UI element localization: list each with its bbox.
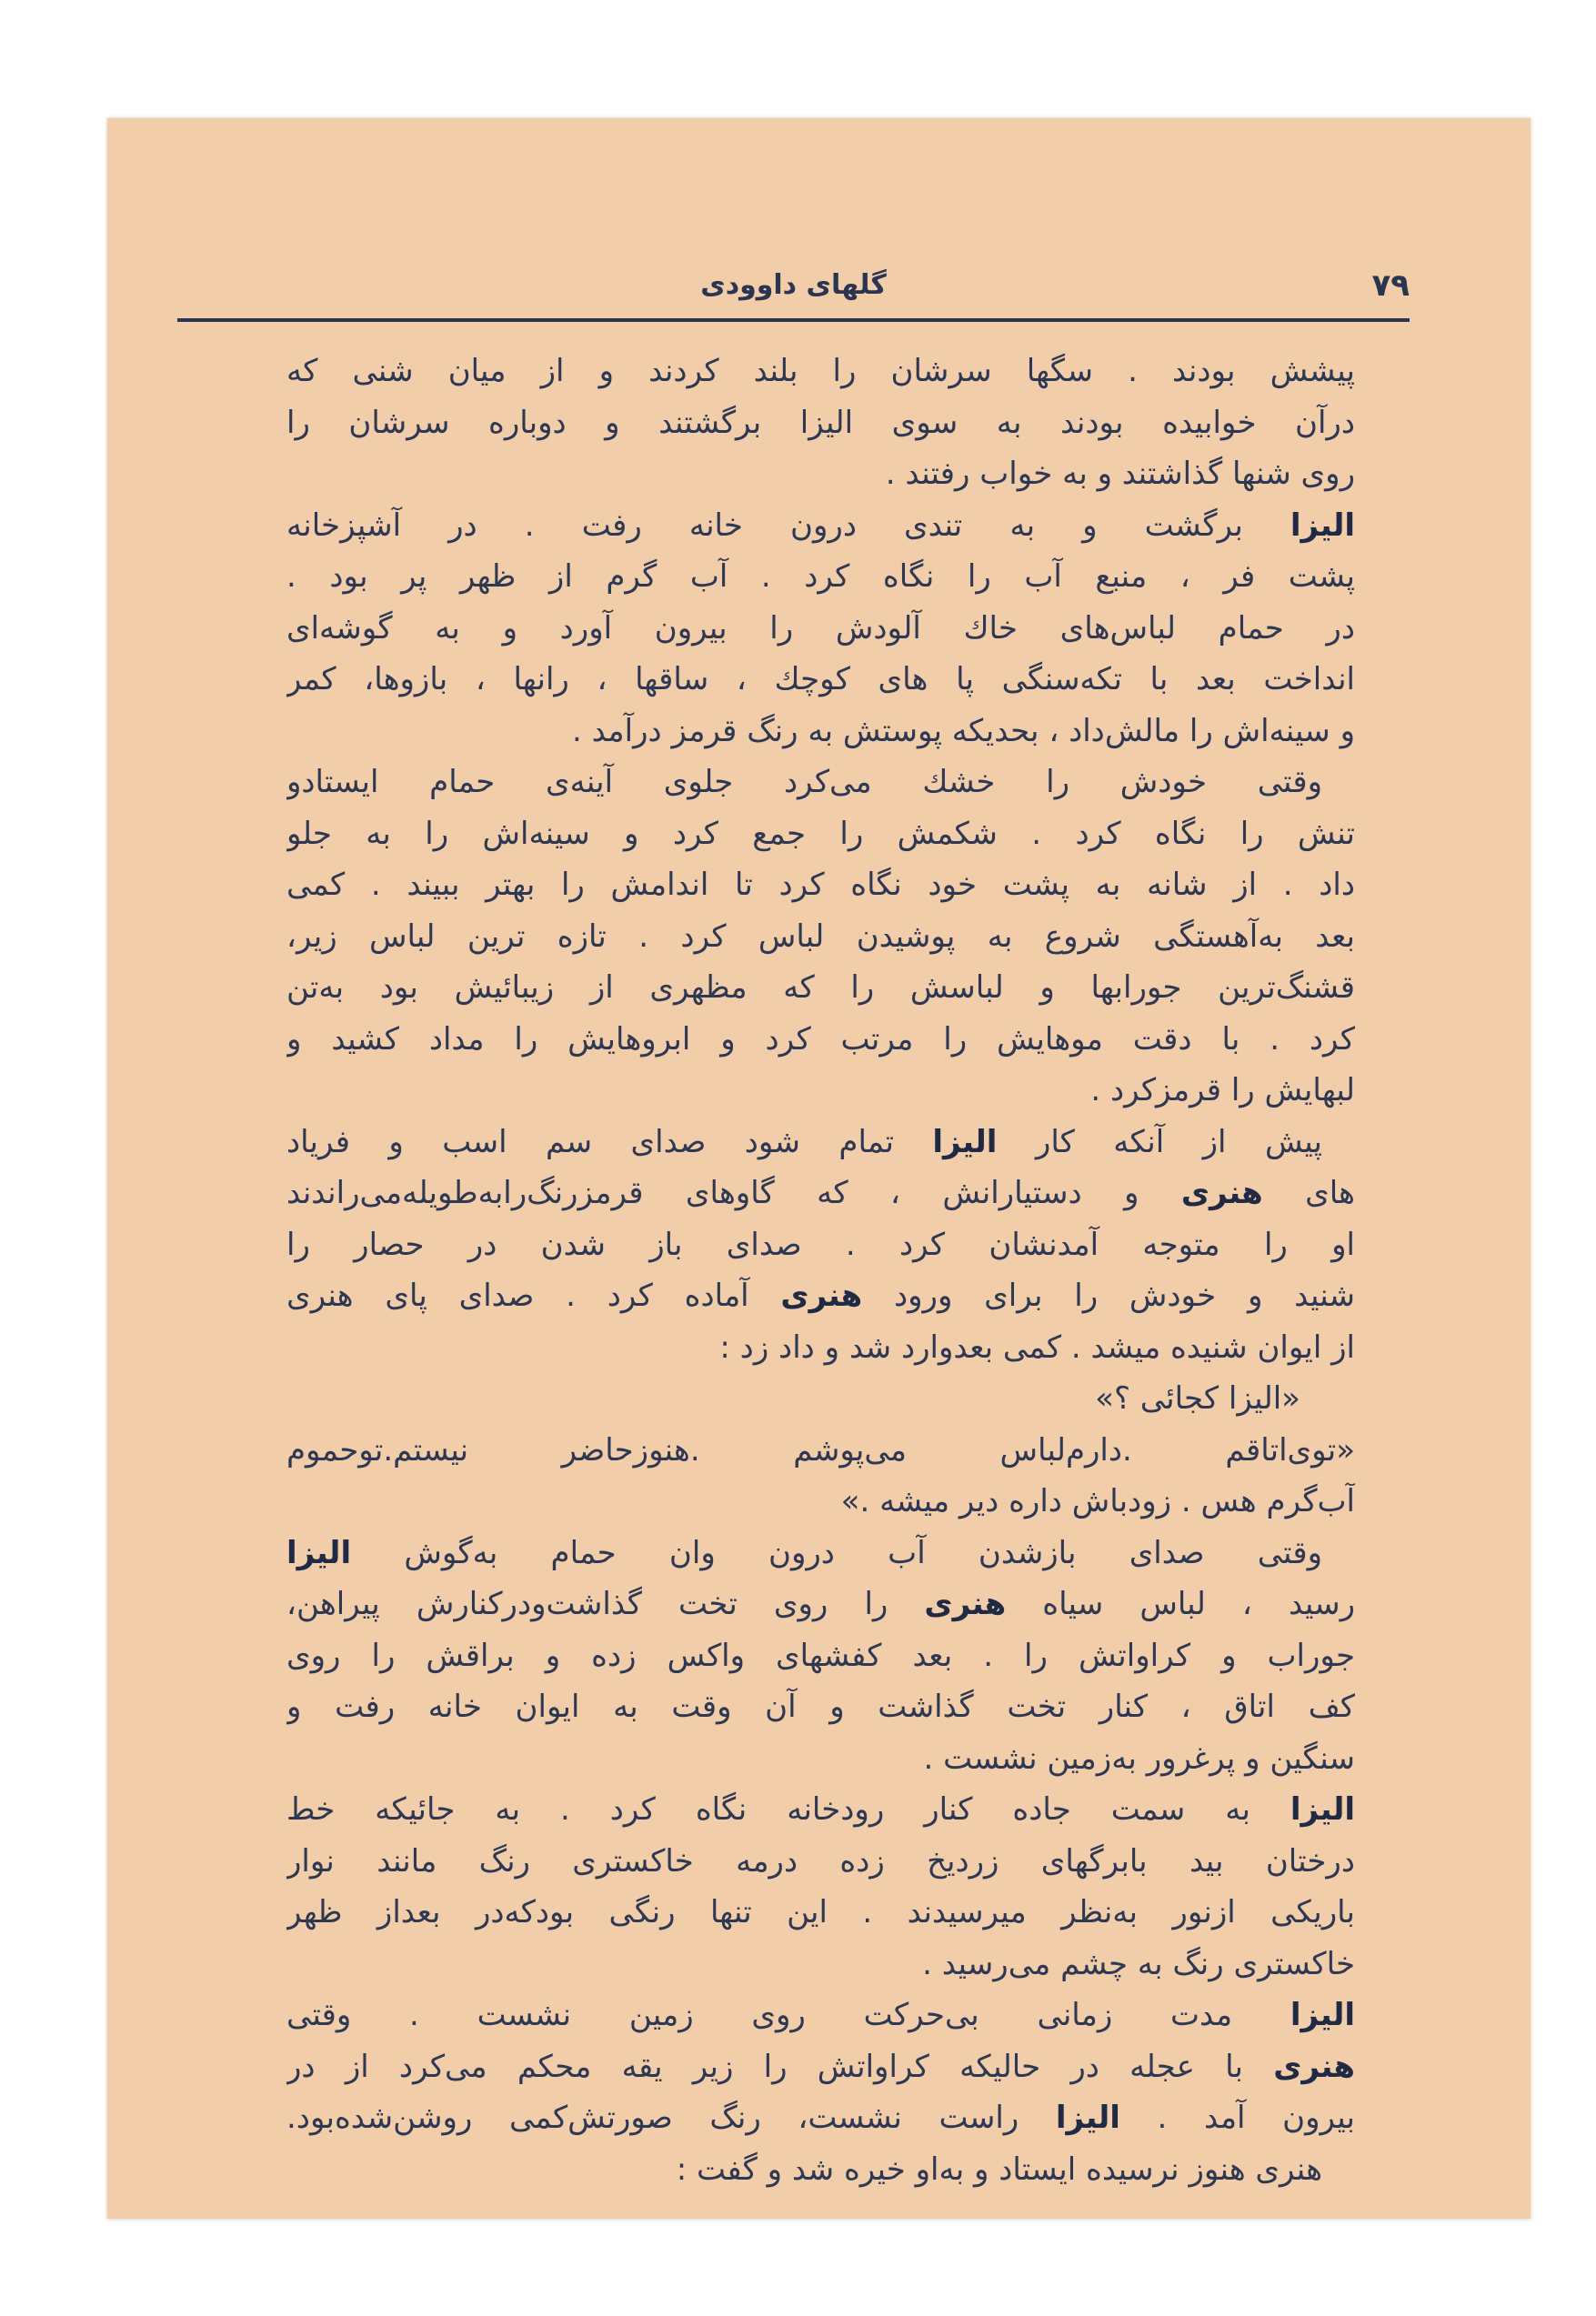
text-line: رسید ، لباس سیاه هنری را روی تخت گذاشت‌ودرکنارش پیراهن،: [286, 1586, 1355, 1622]
text-line: تنش را نگاه کرد . شکمش را جمع کرد و سینه‌اش را به جلو: [286, 815, 1355, 852]
text-line: آب‌گرم هس . زودباش داره دیر میشه .»: [840, 1483, 1355, 1519]
text-line: الیزا برگشت و به تندی درون خانه رفت . در آشپزخانه: [286, 506, 1355, 544]
text-line: قشنگ‌ترین جورابها و لباسش را که مظهری از زیبائیش بود به‌تن: [286, 969, 1355, 1006]
text-line: پیشش بودند . سگها سرشان را بلند کردند و از میان شنی که: [286, 353, 1355, 389]
text-line: او را متوجه آمدنشان کرد . صدای باز شدن در حصار را: [286, 1226, 1355, 1263]
text-line: روی شنها گذاشتند و به خواب رفتند .: [885, 456, 1355, 492]
name-elisa: الیزا: [1290, 1791, 1355, 1828]
text-line: الیزا به سمت جاده کنار رودخانه نگاه کرد . به جائیکه خط: [286, 1791, 1355, 1828]
text-line: پشت فر ، منبع آب را نگاه کرد . آب گرم از ظهر پر بود .: [286, 558, 1355, 595]
text-line: هنری با عجله در حالیکه کراواتش را زیر یقه محکم می‌کرد از در: [286, 2048, 1355, 2085]
text-line: پیش از آنکه کار الیزا تمام شود صدای سم اسب و فریاد: [286, 1123, 1323, 1160]
running-title: گلهای داوودی: [700, 269, 887, 301]
page-header: [177, 266, 1410, 322]
text-line: داد . از شانه به پشت خود نگاه کرد تا اندامش را بهتر ببیند . کمی: [286, 867, 1355, 903]
name-henry: هنری: [1180, 1175, 1263, 1211]
text-line: کف اتاق ، کنار تخت گذاشت و آن وقت به ایوان خانه رفت و: [286, 1689, 1355, 1725]
text-line: «الیزا کجائی ؟»: [1095, 1380, 1300, 1417]
page-number: ۷۹: [1371, 267, 1410, 304]
text-line: کرد . با دقت موهایش را مرتب کرد و ابروهایش را مداد کشید و: [286, 1020, 1355, 1058]
text-line: بیرون آمد . الیزا راست نشست، رنگ صورتش‌کمی روشن‌شده‌بود.: [286, 2100, 1355, 2136]
text-line: بعد به‌آهستگی شروع به پوشیدن لباس کرد . تازه ترین لباس زیر،: [286, 917, 1355, 955]
text-line: «توی‌اتاقم .دارم‌لباس می‌پوشم .هنوزحاضر نیستم.توحموم: [286, 1431, 1355, 1469]
text-line: سنگین و پرغرور به‌زمین نشست .: [923, 1740, 1355, 1777]
name-henry: هنری: [924, 1586, 1007, 1622]
name-elisa: الیزا: [1290, 506, 1355, 544]
body-text: [286, 346, 1355, 2195]
text-line: وقتی خودش را خشك می‌کرد جلوی آینه‌ی حمام ایستادو: [286, 764, 1322, 800]
text-line: الیزا مدت زمانی بی‌حرکت روی زمین نشست . وقتی: [286, 1997, 1355, 2033]
text-line: شنید و خودش را برای ورود هنری آماده کرد . صدای پای هنری: [286, 1278, 1355, 1314]
name-henry: هنری: [1273, 2048, 1355, 2085]
text-line: باریکی ازنور به‌نظر میرسیدند . این تنها رنگی بودکه‌در بعداز ظهر: [286, 1894, 1355, 1930]
text-line: در حمام لباس‌های خاك آلودش را بیرون آورد و به گوشه‌ای: [286, 609, 1355, 647]
name-elisa: الیزا: [1290, 1997, 1355, 2033]
name-elisa: الیزا: [932, 1123, 998, 1160]
name-elisa: الیزا: [286, 1534, 352, 1571]
text-line: لبهایش را قرمزکرد .: [1090, 1072, 1355, 1108]
text-line: درآن خوابیده بودند به سوی الیزا برگشتند و دوباره سرشان را: [286, 404, 1355, 441]
text-line: و سینه‌اش را مالش‌داد ، بحدیکه پوستش به رنگ قرمز درآمد .: [571, 712, 1355, 749]
text-line: خاکستری رنگ به چشم می‌رسید .: [922, 1945, 1355, 1982]
name-elisa: الیزا: [1055, 2100, 1120, 2136]
name-henry: هنری: [780, 1278, 863, 1314]
text-line: از ایوان شنیده میشد . کمی بعدوارد شد و داد زد :: [719, 1328, 1355, 1366]
text-line: وقتی صدای بازشدن آب درون وان حمام به‌گوش الیزا: [286, 1534, 1322, 1571]
text-line: انداخت بعد با تکه‌سنگی پا های کوچك ، ساقها ، رانها ، بازوها، کمر: [286, 661, 1355, 697]
text-line: درختان بید بابرگهای زردیخ زده درمه خاکستری رنگ مانند نوار: [286, 1842, 1355, 1880]
text-line: های هنری و دستیارانش ، که گاوهای قرمزرنگ‌رابه‌طویله‌می‌راندند: [286, 1175, 1355, 1211]
text-line: هنری هنوز نرسیده ایستاد و به‌او خیره شد و گفت :: [676, 2151, 1322, 2188]
text-line: جوراب و کراواتش را . بعد کفشهای واکس زده و براقش را روی: [286, 1637, 1355, 1674]
